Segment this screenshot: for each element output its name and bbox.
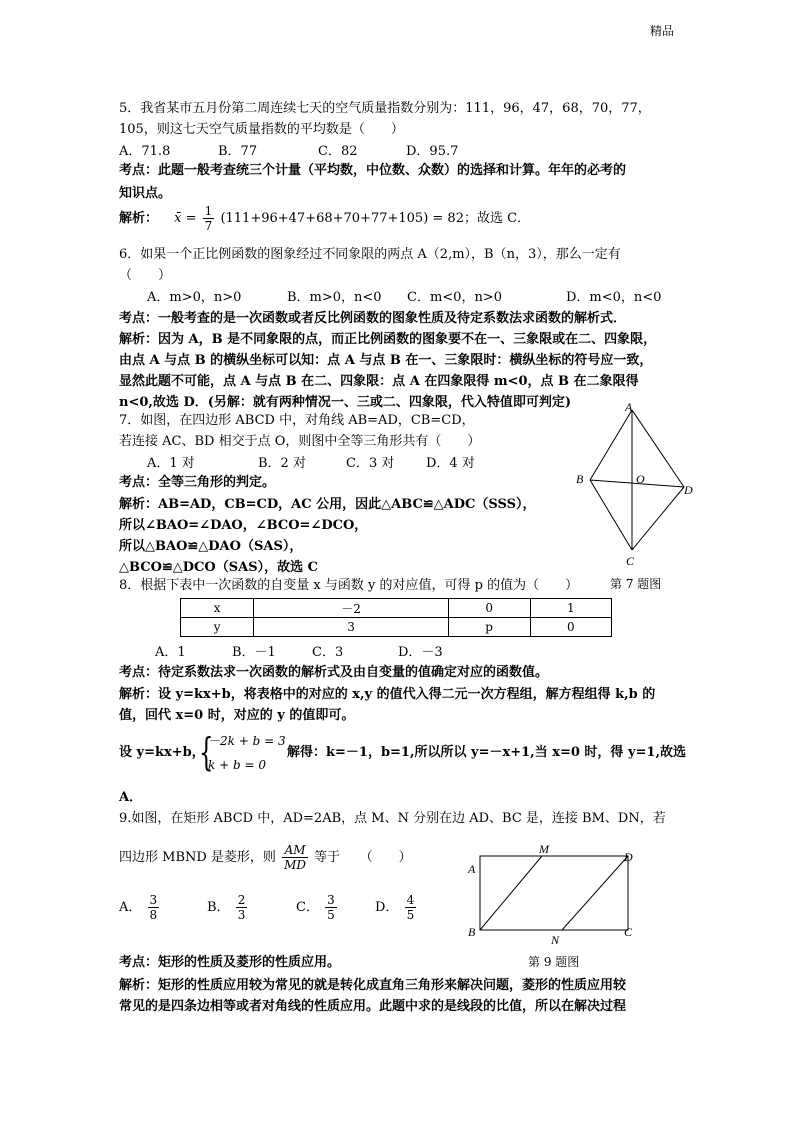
q9-stem-post: 等于 （ ） [314,850,412,865]
q8-system-prefix: 设 y=kx+b， [119,745,205,760]
q7-jiexi-line3: 所以△BAO≌△DAO（SAS）， [119,539,303,554]
q8-option-c: C．3 [312,645,344,660]
table-cell: 0 [530,618,611,637]
table-cell: 0 [448,599,530,618]
q9-option-d [375,893,418,923]
q5-frac-den: 7 [204,219,213,233]
q7-label-a: A [625,400,633,414]
q9-label-n: N [551,933,560,947]
q8-jiexi-line1: 解析：设 y=kx+b，将表格中的对应的 x,y 的值代入得二元一次方程组，解方程组得 k,b 的 [119,687,656,702]
q8-system-eq2: k + b = 0 [208,758,266,772]
table-cell: 1 [530,599,611,618]
q8-option-b: B．－1 [232,645,276,660]
q9-jiexi-line1: 解析：矩形的性质应用较为常见的就是转化成直角三角形来解决问题，菱形的性质应用较 [119,978,627,993]
q9-label-c: C [624,925,633,939]
q9-option-fraction [236,893,248,922]
q5-option-c: C．82 [318,144,358,159]
q6-stem-line2: （ ） [119,268,172,283]
q7-jiexi-line4: △BCO≌△DCO（SAS），故选 C [119,560,318,575]
q6-jiexi-line4: n<0,故选 D．(另解：就有两种情况一、三或二、四象限，代入特值即可判定) [119,395,572,410]
q9-option-fraction [405,893,417,922]
q6-option-a: A．m>0，n>0 [147,290,242,305]
table-cell: p [448,618,530,637]
q5-option-d: D．95.7 [406,144,459,159]
q7-label-d: D [684,483,693,497]
q5-kaodian-line2: 知识点。 [119,186,172,201]
q9-option-letter: C． [296,900,319,915]
frac-num: 3 [149,893,158,907]
q9-jiexi-line2: 常见的是四条边相等或者对角线的性质应用。此题中求的是线段的比值，所以在解决过程 [119,999,627,1014]
q7-stem-line2: 若连接 AC、BD 相交于点 O，则图中全等三角形共有（ ） [119,434,481,449]
q8-system-brace: { [199,730,214,774]
q8-jiexi-line2: 值，回代 x=0 时，对应的 y 的值即可。 [119,708,355,723]
q8-answer-tail: A． [119,790,143,805]
q5-stem-line1: 5．我省某市五月份第二周连续七天的空气质量指数分别为：111，96，47，68，70，77， [119,101,651,116]
frac-den: 5 [327,908,335,922]
q6-jiexi-line3: 显然此题不可能，点 A 与点 B 在二、四象限：点 A 在四象限得 m<0，点 B 在二象限得 [119,374,639,389]
q9-stem-pre: 四边形 MBND 是菱形，则 [119,850,276,865]
q9-option-fraction [148,893,160,922]
q9-option-b [207,893,249,923]
q8-option-d: D．－3 [398,645,443,660]
q9-option-a [119,893,161,923]
frac-den: 5 [406,908,415,922]
q8-option-a: A．1 [155,645,186,660]
table-cell: －2 [254,599,448,618]
rectangle-abcd [480,856,628,930]
q9-option-c [296,893,339,923]
q8-system-eq1: －2k + b = 3 [208,734,286,748]
q9-option-letter: A． [119,900,142,915]
frac-num: 3 [327,893,335,907]
q9-option-fraction [325,893,337,922]
q7-stem-line1: 7．如图，在四边形 ABCD 中，对角线 AB=AD，CB=CD， [119,413,475,428]
q8-stem: 8．根据下表中一次函数的自变量 x 与函数 y 的对应值，可得 p 的值为（ ） [119,578,579,593]
q5-formula-rhs: (111+96+47+68+70+77+105) = 82；故选 C． [220,211,531,226]
q6-kaodian: 考点：一般考查的是一次函数或者反比例函数的图象性质及待定系数法求函数的解析式． [119,311,627,326]
q9-stem-line1: 9.如图，在矩形 ABCD 中，AD=2AB，点 M、N 分别在边 AD、BC 是，连接 BM、DN，若 [119,811,666,826]
segment-bm [480,856,542,930]
q6-stem-line1: 6．如果一个正比例函数的图象经过不同象限的两点 A（2,m），B（n，3），那么一定有 [119,247,621,262]
segment-dn [562,856,628,930]
q9-stem-line2 [119,843,412,873]
q6-jiexi-line2: 由点 A 与点 B 的横纵坐标可以知：点 A 与点 B 在一、三象限时：横纵坐标的符号应一致， [119,353,653,368]
q7-jiexi-line1: 解析：AB=AD，CB=CD，AC 公用，因此△ABC≌△ADC（SSS）， [119,497,536,512]
q8-system-suffix: 解得：k=－1，b=1,所以所以 y=－x+1,当 x=0 时，得 y=1,故选 [287,745,686,760]
q7-label-b: B [576,472,584,486]
table-cell: 3 [254,618,448,637]
q9-ratio-num: AM [282,843,308,858]
q9-option-letter: D． [375,900,399,915]
table-row [181,618,612,637]
q6-option-b: B．m>0，n<0 [287,290,382,305]
frac-num: 4 [406,893,415,907]
q7-label-o: O [636,472,645,486]
page-header-label: 精品 [650,24,675,38]
q7-figure-caption: 第 7 题图 [610,577,662,591]
q8-value-table [180,598,612,637]
q9-rectangle-figure [470,848,640,938]
frac-den: 8 [149,908,158,922]
q9-figure-caption: 第 9 题图 [528,955,580,969]
q9-ratio-fraction [282,843,308,872]
table-cell: x [181,599,254,618]
q5-stem-line2: 105，则这七天空气质量指数的平均数是（ ） [119,122,404,137]
q9-ratio-den: MD [284,858,306,872]
q7-option-d: D．4 对 [426,456,475,471]
q5-fraction [203,204,215,233]
q7-option-c: C．3 对 [346,456,395,471]
q7-jiexi-line2: 所以∠BAO=∠DAO，∠BCO=∠DCO， [119,518,368,533]
q5-frac-num: 1 [204,204,213,218]
q7-option-b: B．2 对 [258,456,306,471]
q5-solution [119,204,530,234]
q5-formula-lhs: x̄ = [174,211,197,226]
q7-kaodian: 考点：全等三角形的判定。 [119,475,276,490]
q5-kaodian-line1: 考点：此题一般考查统三个计量（平均数，中位数、众数）的选择和计算。年年的必考的 [119,163,627,178]
q6-option-d: D．m<0，n<0 [566,290,662,305]
q9-label-d: D [624,850,633,864]
q5-option-b: B．77 [218,144,258,159]
kite-edge-dc [632,487,684,550]
q9-option-letter: B． [207,900,230,915]
q7-option-a: A．1 对 [147,456,195,471]
kite-edge-bc [590,480,632,550]
q9-label-m: M [539,842,549,856]
q5-jiexi-label: 解析： [119,211,159,226]
q9-label-a: A [468,862,476,876]
q7-label-c: C [626,554,635,568]
q6-option-c: C．m<0，n>0 [407,290,502,305]
kite-edge-ab [590,410,632,480]
table-row [181,599,612,618]
table-cell: y [181,618,254,637]
q9-label-b: B [468,925,476,939]
frac-den: 3 [237,908,246,922]
q5-option-a: A．71.8 [119,144,171,159]
frac-num: 2 [237,893,246,907]
q6-jiexi-line1: 解析：因为 A，B 是不同象限的点，而正比例函数的图象要不在一、三象限或在二、四象限， [119,332,657,347]
q9-kaodian: 考点：矩形的性质及菱形的性质应用。 [119,955,341,970]
q8-kaodian: 考点：待定系数法求一次函数的解析式及由自变量的值确定对应的函数值。 [119,665,549,680]
